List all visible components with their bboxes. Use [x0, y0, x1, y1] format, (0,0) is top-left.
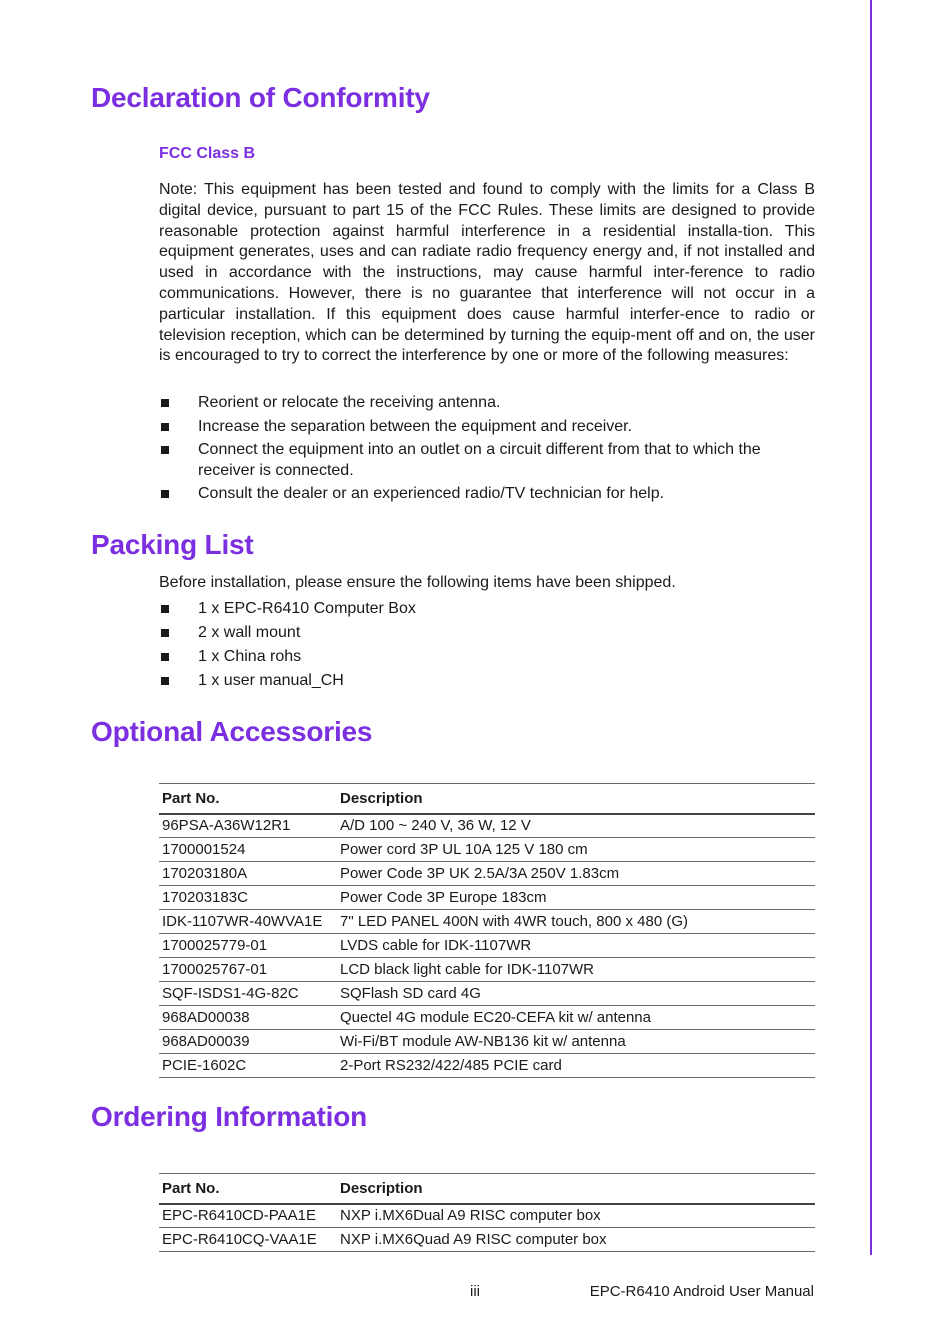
bullet-square-icon	[161, 677, 169, 685]
table-row	[159, 958, 815, 982]
description-cell: A/D 100 ~ 240 V, 36 W, 12 V	[337, 814, 815, 838]
page-edge-rule	[870, 0, 872, 1255]
description-cell: NXP i.MX6Quad A9 RISC computer box	[337, 1228, 815, 1252]
part-no-cell: 1700025767-01	[159, 958, 337, 982]
table-row	[159, 838, 815, 862]
header-part-no: Part No.	[159, 1174, 337, 1204]
list-item: Increase the separation between the equipment and receiver.	[159, 417, 815, 438]
part-no-cell: IDK-1107WR-40WVA1E	[159, 910, 337, 934]
measures-list	[159, 393, 815, 505]
description-cell: LCD black light cable for IDK-1107WR	[337, 958, 815, 982]
packing-title: Packing List	[91, 529, 254, 560]
table-row	[159, 1054, 815, 1078]
list-item: 2 x wall mount	[159, 623, 815, 644]
description-cell: 2-Port RS232/422/485 PCIE card	[337, 1054, 815, 1078]
page-number: iii	[470, 1283, 480, 1300]
ordering-title: Ordering Information	[91, 1101, 368, 1132]
table-row	[159, 1030, 815, 1054]
accessories-table	[159, 783, 815, 1078]
description-cell: LVDS cable for IDK-1107WR	[337, 934, 815, 958]
bullet-square-icon	[161, 399, 169, 407]
fcc-heading: FCC Class B	[159, 145, 256, 162]
part-no-cell: 1700025779-01	[159, 934, 337, 958]
part-no-cell: EPC-R6410CQ-VAA1E	[159, 1228, 337, 1252]
part-no-cell: 170203180A	[159, 862, 337, 886]
ordering-table	[159, 1173, 815, 1252]
description-cell: SQFlash SD card 4G	[337, 982, 815, 1006]
list-item: 1 x user manual_CH	[159, 671, 815, 692]
bullet-square-icon	[161, 653, 169, 661]
part-no-cell: SQF-ISDS1-4G-82C	[159, 982, 337, 1006]
description-cell: Wi-Fi/BT module AW-NB136 kit w/ antenna	[337, 1030, 815, 1054]
bullet-square-icon	[161, 605, 169, 613]
description-cell: Power cord 3P UL 10A 125 V 180 cm	[337, 838, 815, 862]
list-item: Consult the dealer or an experienced radio/TV technician for help.	[159, 484, 815, 505]
bullet-square-icon	[161, 423, 169, 431]
fcc-note: Note: This equipment has been tested and found to comply with the limits for a Class B digital device, pursuant to part 15 of the FCC Rules. These limits are designed to provide reasonable protection against harmful interference in a residential installa-tion. This equipment generates, uses and can radiate radio frequency energy and, if not installed and used in accordance with the instructions, may cause harmful inter-ference to radio communications. However, there is no guarantee that interference will not occur in a particular installation. If this equipment does cause harmful interfer-ence to radio or television reception, which can be determined by turning the equip-ment off and on, the user is encouraged to try to correct the interference by one or more of the following measures:	[159, 181, 815, 365]
description-cell: Power Code 3P UK 2.5A/3A 250V 1.83cm	[337, 862, 815, 886]
table-row	[159, 862, 815, 886]
part-no-cell: 968AD00038	[159, 1006, 337, 1030]
header-description: Description	[337, 1174, 815, 1204]
part-no-cell: PCIE-1602C	[159, 1054, 337, 1078]
description-cell: 7" LED PANEL 400N with 4WR touch, 800 x 480 (G)	[337, 910, 815, 934]
part-no-cell: EPC-R6410CD-PAA1E	[159, 1204, 337, 1228]
table-header-row	[159, 784, 815, 814]
part-no-cell: 96PSA-A36W12R1	[159, 814, 337, 838]
list-item: Reorient or relocate the receiving antenna.	[159, 393, 815, 414]
table-row	[159, 1228, 815, 1252]
header-part-no: Part No.	[159, 784, 337, 814]
table-row	[159, 1204, 815, 1228]
manual-title: EPC-R6410 Android User Manual	[589, 1283, 814, 1300]
list-item: Connect the equipment into an outlet on a circuit different from that to which the receiver is connected.	[159, 440, 815, 481]
declaration-title: Declaration of Conformity	[91, 82, 430, 113]
description-cell: Quectel 4G module EC20-CEFA kit w/ antenna	[337, 1006, 815, 1030]
table-row	[159, 910, 815, 934]
list-item: 1 x China rohs	[159, 647, 815, 668]
description-cell: Power Code 3P Europe 183cm	[337, 886, 815, 910]
description-cell: NXP i.MX6Dual A9 RISC computer box	[337, 1204, 815, 1228]
table-header-row	[159, 1174, 815, 1204]
header-description: Description	[337, 784, 815, 814]
packing-list	[159, 599, 815, 692]
table-row	[159, 886, 815, 910]
part-no-cell: 170203183C	[159, 886, 337, 910]
list-item: 1 x EPC-R6410 Computer Box	[159, 599, 815, 620]
table-row	[159, 982, 815, 1006]
table-row	[159, 814, 815, 838]
part-no-cell: 1700001524	[159, 838, 337, 862]
bullet-square-icon	[161, 446, 169, 454]
table-row	[159, 934, 815, 958]
table-row	[159, 1006, 815, 1030]
bullet-square-icon	[161, 629, 169, 637]
bullet-square-icon	[161, 490, 169, 498]
accessories-title: Optional Accessories	[91, 716, 373, 747]
packing-intro: Before installation, please ensure the following items have been shipped.	[159, 574, 676, 591]
part-no-cell: 968AD00039	[159, 1030, 337, 1054]
